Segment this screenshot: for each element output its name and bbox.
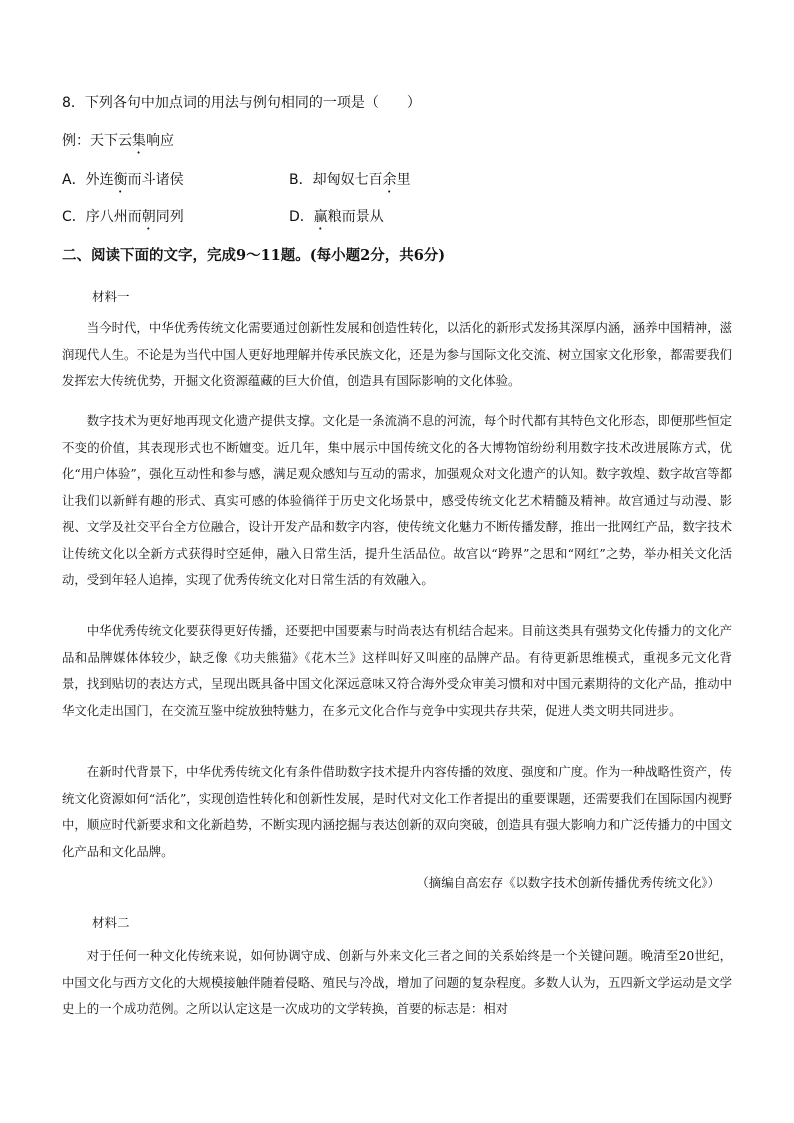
option-c[interactable]: C．序八州而朝同列 xyxy=(62,209,184,225)
material-one-source: （摘编自高宏存《以数字技术创新传播优秀传统文化》） xyxy=(416,875,720,890)
material-one-paragraph: 在新时代背景下，中华优秀传统文化有条件借助数字技术提升内容传播的效度、强度和广度。作为一种战略性资产，传统文化资源如何“活化”，实现创造性转化和创新性发展，是时代对文化工作者提出的重要课题，还需要我们在国际国内视野中，顺应时代新要求和文化新趋势，不断实现内涵挖掘与表达创新的双向突破，创造具有强大影响力和广泛传播力的中国文化产品和文化品牌。 xyxy=(62,764,732,859)
option-a-dotted-word: 衡 xyxy=(113,172,128,188)
section-two-heading: 二、阅读下面的文字，完成9～11题。(每小题2分，共6分) xyxy=(62,247,446,264)
option-d-dotted-word: 赢 xyxy=(313,209,328,225)
example-dotted-word: 集 xyxy=(132,133,146,149)
material-one-paragraph: 中华优秀传统文化要获得更好传播，还要把中国要素与时尚表达有机结合起来。目前这类具有强势文化传播力的文化产品和品牌媒体体较少，缺乏像《功夫熊猫》《花木兰》这样叫好又叫座的品牌产品。有待更新思维模式，重视多元文化背景，找到贴切的表达方式，呈现出既具备中国文化深远意味又符合海外受众审美习惯和对中国元素期待的文化产品，推动中华文化走出国门，在交流互鉴中绽放独特魅力，在多元文化合作与竞争中实现共存共荣，促进人类文明共同进步。 xyxy=(62,623,732,718)
question-8-stem: 8．下列各句中加点词的用法与例句相同的一项是（ ） xyxy=(62,95,421,111)
option-a[interactable]: A．外连衡而斗诸侯 xyxy=(62,172,184,188)
question-8-example: 例：天下云集响应 xyxy=(62,133,174,149)
option-b-dotted-word: 余 xyxy=(382,172,397,188)
material-one-paragraph: 当今时代，中华优秀传统文化需要通过创新性发展和创造性转化，以活化的新形式发扬其深厚内涵，涵养中国精神，滋润现代人生。不论是为当代中国人更好地理解并传承民族文化，还是为参与国际文化交流、树立国家文化形象，都需要我们发挥宏大传统优势，开掘文化资源蕴藏的巨大价值，创造具有国际影响的文化体验。 xyxy=(62,320,732,388)
material-two-label: 材料二 xyxy=(92,915,130,930)
material-two-paragraph: 对于任何一种文化传统来说，如何协调守成、创新与外来文化三者之间的关系始终是一个关键问题。晚清至20世纪，中国文化与西方文化的大规模接触伴随着侵略、殖民与冷战，增加了问题的复杂程度。多数人认为，五四新文学运动是文学史上的一个成功范例。之所以认定这是一次成功的文学转换，首要的标志是：相对 xyxy=(62,948,732,1016)
material-one-paragraph: 数字技术为更好地再现文化遗产提供支撑。文化是一条流淌不息的河流，每个时代都有其特色文化形态，即便那些恒定不变的价值，其表现形式也不断嬗变。近几年，集中展示中国传统文化的各大博物馆纷纷利用数字技术改进展陈方式，优化“用户体验”，强化互动性和参与感，满足观众感知与互动的需求，加强观众对文化遗产的认知。数字敦煌、数字故宫等都让我们以新鲜有趣的形式、真实可感的体验徜徉于历史文化场景中，感受传统文化艺术精髓及精神。故宫通过与动漫、影视、文学及社交平台全方位融合，设计开发产品和数字内容，使传统文化魅力不断传播发酵，推出一批网红产品，数字技术让传统文化以全新方式获得时空延伸，融入日常生活，提升生活品位。故宫以“跨界”之思和“网红”之势，举办相关文化活动，受到年轻人追捧，实现了优秀传统文化对日常生活的有效融入。 xyxy=(62,413,732,587)
option-b[interactable]: B．却匈奴七百余里 xyxy=(289,172,411,188)
option-d[interactable]: D．赢粮而景从 xyxy=(289,209,384,225)
material-one-label: 材料一 xyxy=(92,289,130,304)
option-c-dotted-word: 朝 xyxy=(141,209,156,225)
